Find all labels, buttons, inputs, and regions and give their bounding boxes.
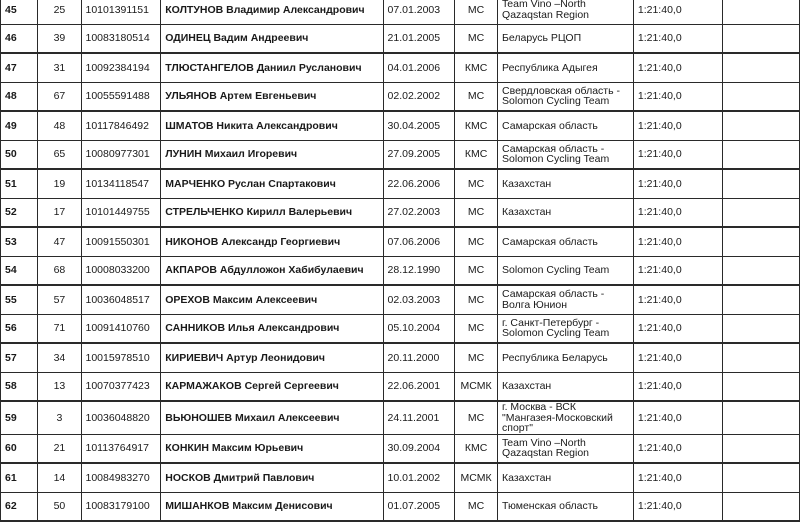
- rider-name-cell: НИКОНОВ Александр Георгиевич: [161, 227, 383, 256]
- rider-name-cell: АКПАРОВ Абдулложон Хабибулаевич: [161, 256, 383, 285]
- place-cell: 61: [1, 463, 38, 492]
- sport-rank-cell: МС: [455, 24, 498, 53]
- birth-date-cell: 27.09.2005: [383, 140, 455, 169]
- place-cell: 45: [1, 0, 38, 24]
- place-cell: 62: [1, 492, 38, 521]
- rider-name-cell: ТЛЮСТАНГЕЛОВ Даниил Русланович: [161, 53, 383, 82]
- bib-number-cell: 57: [38, 285, 81, 314]
- table-row: [1, 82, 800, 111]
- finish-time-cell: 1:21:40,0: [633, 434, 722, 463]
- sport-rank-cell: МС: [455, 169, 498, 198]
- bib-number-cell: 19: [38, 169, 81, 198]
- birth-date-cell: 27.02.2003: [383, 198, 455, 227]
- region-team-cell: Самарская область: [498, 227, 634, 256]
- birth-date-cell: 30.09.2004: [383, 434, 455, 463]
- table-row: [1, 372, 800, 401]
- sport-rank-cell: КМС: [455, 434, 498, 463]
- place-cell: 56: [1, 314, 38, 343]
- place-cell: 55: [1, 285, 38, 314]
- empty-cell: [722, 227, 799, 256]
- empty-cell: [722, 434, 799, 463]
- uci-id-cell: 10101449755: [81, 198, 161, 227]
- rider-name-cell: ОДИНЕЦ Вадим Андреевич: [161, 24, 383, 53]
- finish-time-cell: 1:21:40,0: [633, 256, 722, 285]
- birth-date-cell: 04.01.2006: [383, 53, 455, 82]
- birth-date-cell: 02.02.2002: [383, 82, 455, 111]
- birth-date-cell: 22.06.2006: [383, 169, 455, 198]
- birth-date-cell: 07.01.2003: [383, 0, 455, 24]
- uci-id-cell: 10101391151: [81, 0, 161, 24]
- rider-name-cell: МИШАНКОВ Максим Денисович: [161, 492, 383, 521]
- bib-number-cell: 25: [38, 0, 81, 24]
- rider-name-cell: ВЬЮНОШЕВ Михаил Алексеевич: [161, 401, 383, 434]
- place-cell: 54: [1, 256, 38, 285]
- table-row: [1, 256, 800, 285]
- sport-rank-cell: МС: [455, 343, 498, 372]
- finish-time-cell: 1:21:40,0: [633, 169, 722, 198]
- place-cell: 48: [1, 82, 38, 111]
- finish-time-cell: 1:21:40,0: [633, 82, 722, 111]
- birth-date-cell: 01.07.2005: [383, 492, 455, 521]
- uci-id-cell: 10084983270: [81, 463, 161, 492]
- sport-rank-cell: МС: [455, 256, 498, 285]
- table-row: [1, 227, 800, 256]
- bib-number-cell: 39: [38, 24, 81, 53]
- table-row: [1, 53, 800, 82]
- rider-name-cell: КИРИЕВИЧ Артур Леонидович: [161, 343, 383, 372]
- birth-date-cell: 05.10.2004: [383, 314, 455, 343]
- sport-rank-cell: КМС: [455, 111, 498, 140]
- place-cell: 60: [1, 434, 38, 463]
- region-team-cell: Самарская область: [498, 111, 634, 140]
- birth-date-cell: 02.03.2003: [383, 285, 455, 314]
- rider-name-cell: КОНКИН Максим Юрьевич: [161, 434, 383, 463]
- finish-time-cell: 1:21:40,0: [633, 0, 722, 24]
- uci-id-cell: 10080977301: [81, 140, 161, 169]
- sport-rank-cell: МС: [455, 492, 498, 521]
- finish-time-cell: 1:21:40,0: [633, 198, 722, 227]
- finish-time-cell: 1:21:40,0: [633, 372, 722, 401]
- uci-id-cell: 10083179100: [81, 492, 161, 521]
- bib-number-cell: 47: [38, 227, 81, 256]
- rider-name-cell: КАРМАЖАКОВ Сергей Сергеевич: [161, 372, 383, 401]
- finish-time-cell: 1:21:40,0: [633, 492, 722, 521]
- empty-cell: [722, 24, 799, 53]
- place-cell: 49: [1, 111, 38, 140]
- uci-id-cell: 10008033200: [81, 256, 161, 285]
- finish-time-cell: 1:21:40,0: [633, 140, 722, 169]
- finish-time-cell: 1:21:40,0: [633, 53, 722, 82]
- place-cell: 50: [1, 140, 38, 169]
- place-cell: 47: [1, 53, 38, 82]
- place-cell: 57: [1, 343, 38, 372]
- finish-time-cell: 1:21:40,0: [633, 111, 722, 140]
- empty-cell: [722, 401, 799, 434]
- rider-name-cell: ОРЕХОВ Максим Алексеевич: [161, 285, 383, 314]
- region-team-cell: Казахстан: [498, 198, 634, 227]
- table-row: [1, 0, 800, 24]
- birth-date-cell: 24.11.2001: [383, 401, 455, 434]
- table-row: [1, 198, 800, 227]
- bib-number-cell: 68: [38, 256, 81, 285]
- sport-rank-cell: МСМК: [455, 463, 498, 492]
- empty-cell: [722, 285, 799, 314]
- place-cell: 53: [1, 227, 38, 256]
- birth-date-cell: 30.04.2005: [383, 111, 455, 140]
- sport-rank-cell: МС: [455, 227, 498, 256]
- birth-date-cell: 20.11.2000: [383, 343, 455, 372]
- birth-date-cell: 28.12.1990: [383, 256, 455, 285]
- region-team-cell: Республика Беларусь: [498, 343, 634, 372]
- empty-cell: [722, 53, 799, 82]
- rider-name-cell: СТРЕЛЬЧЕНКО Кирилл Валерьевич: [161, 198, 383, 227]
- uci-id-cell: 10055591488: [81, 82, 161, 111]
- bib-number-cell: 21: [38, 434, 81, 463]
- empty-cell: [722, 169, 799, 198]
- sport-rank-cell: МС: [455, 0, 498, 24]
- table-row: [1, 24, 800, 53]
- region-team-cell: Solomon Cycling Team: [498, 256, 634, 285]
- finish-time-cell: 1:21:40,0: [633, 285, 722, 314]
- table-row: [1, 463, 800, 492]
- region-team-cell: Тюменская область: [498, 492, 634, 521]
- finish-time-cell: 1:21:40,0: [633, 24, 722, 53]
- empty-cell: [722, 82, 799, 111]
- rider-name-cell: КОЛТУНОВ Владимир Александрович: [161, 0, 383, 24]
- uci-id-cell: 10070377423: [81, 372, 161, 401]
- region-team-cell: Казахстан: [498, 372, 634, 401]
- empty-cell: [722, 343, 799, 372]
- bib-number-cell: 17: [38, 198, 81, 227]
- bib-number-cell: 67: [38, 82, 81, 111]
- region-team-cell: Республика Адыгея: [498, 53, 634, 82]
- finish-time-cell: 1:21:40,0: [633, 343, 722, 372]
- bib-number-cell: 3: [38, 401, 81, 434]
- uci-id-cell: 10015978510: [81, 343, 161, 372]
- table-row: [1, 401, 800, 434]
- finish-time-cell: 1:21:40,0: [633, 314, 722, 343]
- region-team-cell: Team Vino –North Qazaqstan Region: [498, 0, 634, 24]
- finish-time-cell: 1:21:40,0: [633, 463, 722, 492]
- table-row: [1, 169, 800, 198]
- uci-id-cell: 10113764917: [81, 434, 161, 463]
- sport-rank-cell: КМС: [455, 140, 498, 169]
- region-team-cell: Свердловская область - Solomon Cycling Team: [498, 82, 634, 111]
- empty-cell: [722, 140, 799, 169]
- empty-cell: [722, 111, 799, 140]
- bib-number-cell: 48: [38, 111, 81, 140]
- empty-cell: [722, 492, 799, 521]
- sport-rank-cell: МСМК: [455, 372, 498, 401]
- empty-cell: [722, 256, 799, 285]
- finish-time-cell: 1:21:40,0: [633, 401, 722, 434]
- place-cell: 58: [1, 372, 38, 401]
- uci-id-cell: 10036048820: [81, 401, 161, 434]
- bib-number-cell: 14: [38, 463, 81, 492]
- uci-id-cell: 10091550301: [81, 227, 161, 256]
- sport-rank-cell: МС: [455, 401, 498, 434]
- empty-cell: [722, 314, 799, 343]
- place-cell: 46: [1, 24, 38, 53]
- finish-time-cell: 1:21:40,0: [633, 227, 722, 256]
- region-team-cell: Самарская область - Волга Юнион: [498, 285, 634, 314]
- bib-number-cell: 71: [38, 314, 81, 343]
- region-team-cell: Казахстан: [498, 463, 634, 492]
- region-team-cell: г. Москва - ВСК "Мангазея-Московский спорт": [498, 401, 634, 434]
- region-team-cell: Самарская область - Solomon Cycling Team: [498, 140, 634, 169]
- uci-id-cell: 10083180514: [81, 24, 161, 53]
- table-row: [1, 285, 800, 314]
- bib-number-cell: 13: [38, 372, 81, 401]
- birth-date-cell: 22.06.2001: [383, 372, 455, 401]
- uci-id-cell: 10134118547: [81, 169, 161, 198]
- table-row: [1, 434, 800, 463]
- region-team-cell: Беларусь РЦОП: [498, 24, 634, 53]
- place-cell: 59: [1, 401, 38, 434]
- uci-id-cell: 10092384194: [81, 53, 161, 82]
- birth-date-cell: 07.06.2006: [383, 227, 455, 256]
- table-row: [1, 111, 800, 140]
- bib-number-cell: 50: [38, 492, 81, 521]
- table-row: [1, 140, 800, 169]
- results-body: [1, 0, 800, 521]
- sport-rank-cell: МС: [455, 82, 498, 111]
- empty-cell: [722, 463, 799, 492]
- bib-number-cell: 65: [38, 140, 81, 169]
- sport-rank-cell: МС: [455, 285, 498, 314]
- rider-name-cell: МАРЧЕНКО Руслан Спартакович: [161, 169, 383, 198]
- table-row: [1, 314, 800, 343]
- birth-date-cell: 21.01.2005: [383, 24, 455, 53]
- place-cell: 52: [1, 198, 38, 227]
- uci-id-cell: 10036048517: [81, 285, 161, 314]
- rider-name-cell: НОСКОВ Дмитрий Павлович: [161, 463, 383, 492]
- bib-number-cell: 31: [38, 53, 81, 82]
- rider-name-cell: ШМАТОВ Никита Александрович: [161, 111, 383, 140]
- table-row: [1, 343, 800, 372]
- uci-id-cell: 10091410760: [81, 314, 161, 343]
- region-team-cell: Казахстан: [498, 169, 634, 198]
- uci-id-cell: 10117846492: [81, 111, 161, 140]
- sport-rank-cell: МС: [455, 314, 498, 343]
- empty-cell: [722, 372, 799, 401]
- region-team-cell: Team Vino –North Qazaqstan Region: [498, 434, 634, 463]
- table-row: [1, 492, 800, 521]
- empty-cell: [722, 0, 799, 24]
- rider-name-cell: ЛУНИН Михаил Игоревич: [161, 140, 383, 169]
- sport-rank-cell: МС: [455, 198, 498, 227]
- place-cell: 51: [1, 169, 38, 198]
- rider-name-cell: САННИКОВ Илья Александрович: [161, 314, 383, 343]
- sport-rank-cell: КМС: [455, 53, 498, 82]
- bib-number-cell: 34: [38, 343, 81, 372]
- rider-name-cell: УЛЬЯНОВ Артем Евгеньевич: [161, 82, 383, 111]
- empty-cell: [722, 198, 799, 227]
- birth-date-cell: 10.01.2002: [383, 463, 455, 492]
- region-team-cell: г. Санкт-Петербург - Solomon Cycling Team: [498, 314, 634, 343]
